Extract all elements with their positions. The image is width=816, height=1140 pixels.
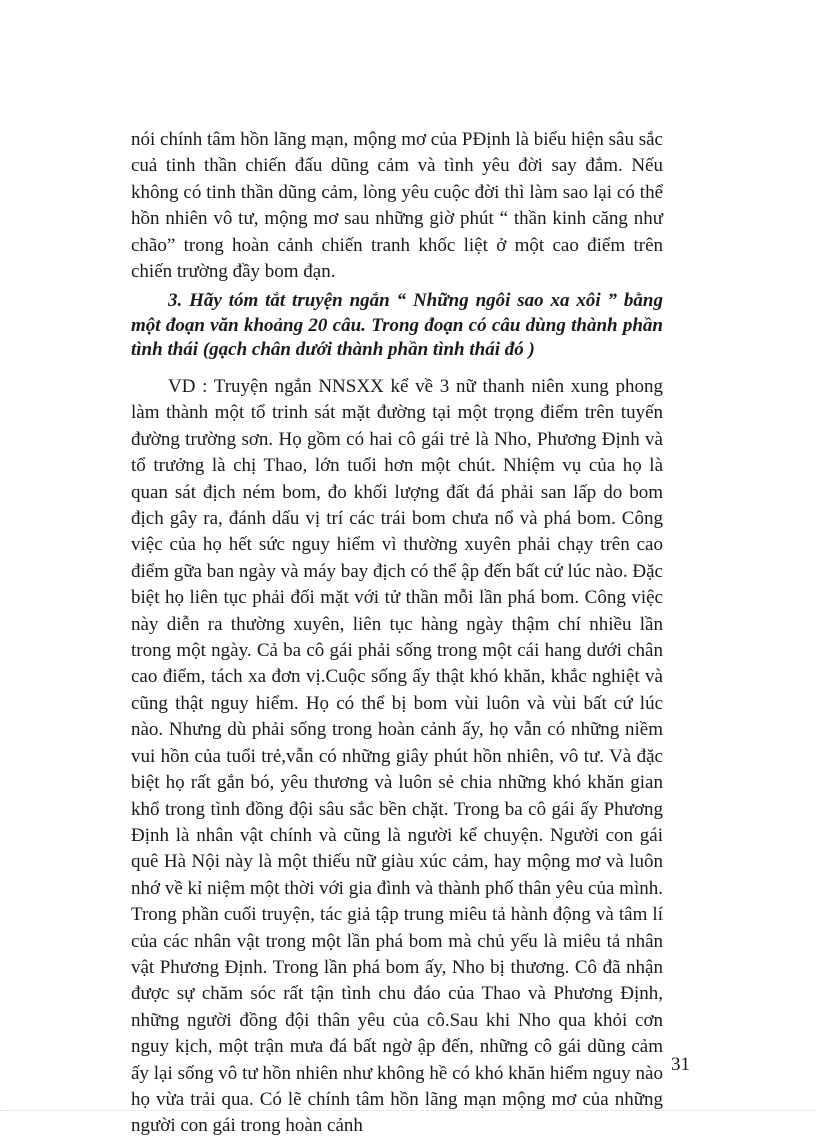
- footer-divider: [0, 1110, 816, 1111]
- question-heading: 3. Hãy tóm tắt truyện ngắn “ Những ngôi sao xa xôi ” bằng một đoạn văn khoảng 20 câu. Trong đoạn có câu dùng thành phần tình thái (gạch chân dưới thành phần tình thái đó ): [131, 290, 663, 360]
- body-paragraph-2: VD : Truyện ngắn NNSXX kể về 3 nữ thanh niên xung phong làm thành một tổ trinh sát mặt đường tại một trọng điểm trên tuyến đường trường sơn. Họ gồm có hai cô gái trẻ là Nho, Phương Định và tổ trưởng là chị Thao, lớn tuổi hơn một chút. Nhiệm vụ của họ là quan sát địch ném bom, đo khối lượng đất đá phải san lấp do bom địch gây ra, đánh dấu vị trí các trái bom chưa nổ và phá bom. Công việc của họ hết sức nguy hiểm vì thường xuyên phải chạy trên cao điểm gữa ban ngày và máy bay địch có thể ập đến bất cứ lúc nào. Đặc biệt họ liên tục phải đối mặt với tử thần mỗi lần phá bom. Công việc này diễn ra thường xuyên, liên tục hàng ngày thậm chí nhiều lần trong một ngày. Cả ba cô gái phải sống trong một cái hang dưới chân cao điểm, tách xa đơn vị.Cuộc sống ấy thật khó khăn, khắc nghiệt và cũng thật nguy hiểm. Họ có thể bị bom vùi luôn và vùi bất cứ lúc nào. Nhưng dù phải sống trong hoàn cảnh ấy, họ vẫn có những niềm vui hồn của tuổi trẻ,vẫn có những giây phút hồn nhiên, vô tư. Và đặc biệt họ rất gắn bó, yêu thương và luôn sẻ chia những khó khăn gian khổ trong tình đồng đội sâu sắc bền chặt. Trong ba cô gái ấy Phương Định là nhân vật chính và cũng là người kể chuyện. Người con gái quê Hà Nội này là một thiếu nữ giàu xúc cảm, hay mộng mơ và luôn nhớ về kỉ niệm một thời với gia đình và thành phố thân yêu của mình. Trong phần cuối truyện, tác giả tập trung miêu tả hành động và tâm lí của các nhân vật trong một lần phá bom mà chủ yếu là miêu tả nhân vật Phương Định. Trong lần phá bom ấy, Nho bị thương. Cô đã nhận được sự chăm sóc rất tận tình chu đáo của Thao và Phương Định, những người đồng đội thân yêu của cô.Sau khi Nho qua khỏi cơn nguy kịch, một trận mưa đá bất ngờ ập đến, những cô gái dũng cảm ấy lại sống vô tư hồn nhiên như không hề có khó khăn hiểm nguy nào họ vừa trải qua. Có lẽ chính tâm hồn lãng mạn mộng mơ của những người con gái trong hoàn cảnh: [131, 376, 663, 1137]
- body-paragraph-1: nói chính tâm hồn lãng mạn, mộng mơ của PĐịnh là biểu hiện sâu sắc cuả tinh thần chiến đấu dũng cảm và tình yêu đời say đắm. Nếu không có tinh thần dũng cảm, lòng yêu cuộc đời thì làm sao lại có thể hồn nhiên vô tư, mộng mơ sau những giờ phút “ thần kinh căng như chão” trong hoàn cảnh chiến tranh khốc liệt ở một cao điểm trên chiến trường đầy bom đạn.: [131, 129, 663, 283]
- page-number: 31: [671, 1054, 690, 1075]
